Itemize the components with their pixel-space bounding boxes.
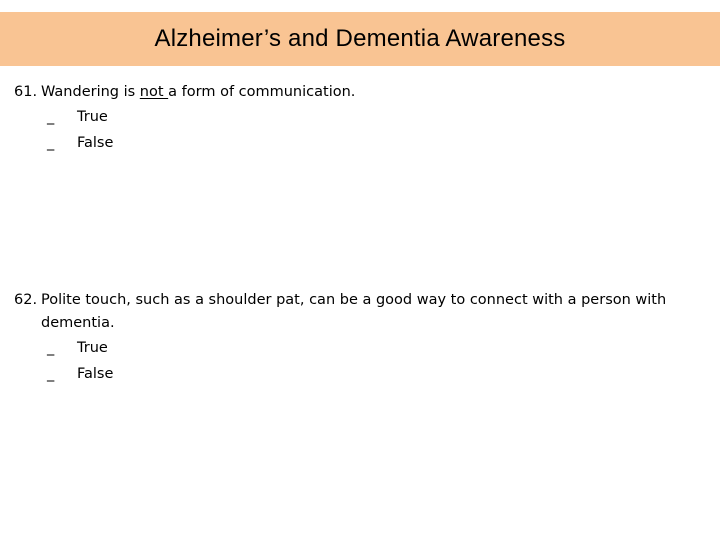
question-text-start: Wandering is	[41, 84, 140, 100]
title-banner	[0, 12, 720, 66]
question-62-prompt	[14, 289, 704, 335]
question-text: Polite touch, such as a shoulder pat, can be a good way to connect with a person with dementia.	[41, 292, 667, 331]
question-text	[41, 81, 704, 104]
question-text-end: a form of communication.	[168, 84, 356, 100]
answer-blank[interactable]: _	[47, 134, 55, 151]
question-61-prompt	[14, 81, 704, 104]
option-false[interactable]	[14, 130, 704, 156]
emphasized-word: not	[139, 84, 169, 100]
option-true[interactable]	[14, 335, 704, 361]
question-61	[14, 81, 704, 156]
question-number: 62.	[14, 292, 38, 308]
option-label: False	[77, 134, 114, 151]
page-title: Alzheimer’s and Dementia Awareness	[154, 25, 566, 52]
answer-blank[interactable]: _	[47, 108, 55, 125]
option-label: True	[77, 108, 108, 125]
option-label: True	[77, 339, 108, 356]
option-true[interactable]	[14, 104, 704, 130]
question-62	[14, 289, 704, 387]
answer-blank[interactable]: _	[47, 339, 55, 356]
answer-blank[interactable]: _	[47, 365, 55, 382]
option-false[interactable]	[14, 361, 704, 387]
option-label: False	[77, 365, 114, 382]
question-number: 61.	[14, 84, 38, 100]
